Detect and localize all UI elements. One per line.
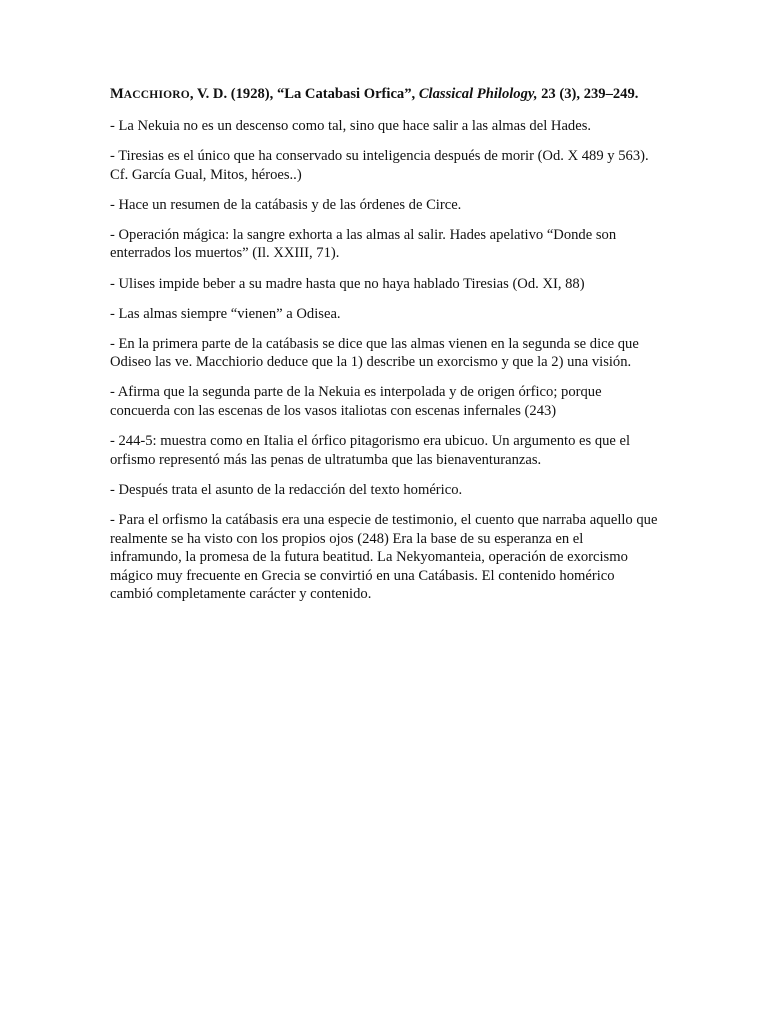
note-paragraph — [110, 432, 658, 469]
note-text: - Afirma que la segunda parte de la Nekuia es interpolada y de origen órfico; porque concuerda con las escenas de los vasos italiotas con escenas infernales (243) — [110, 384, 602, 420]
bibliographic-citation — [110, 84, 658, 105]
note-paragraph — [110, 383, 658, 420]
note-text: - Las almas siempre “vienen” a Odisea. — [110, 305, 341, 322]
note-text: - Operación mágica: la sangre exhorta a las almas al salir. Hades apelativo “Donde son enterrados los muertos” (Il. XXIII, 71). — [110, 226, 617, 262]
note-text: - 244-5: muestra como en Italia el órfico pitagorismo era ubicuo. Un argumento es que el orfismo representó más las penas de ultratumba que las bienaventuranzas. — [110, 433, 631, 468]
note-paragraph — [110, 117, 658, 136]
note-text: - En la primera parte de la catábasis se dice que las almas vienen en la segunda se dice que Odiseo las ve. Macchiorio deduce que la 1) describe un exorcismo y que la 2) una visión. — [110, 335, 639, 371]
note-text: - Hace un resumen de la catábasis y de las órdenes de Circe. — [110, 196, 462, 213]
note-text: - Después trata el asunto de la redacción del texto homérico. — [110, 481, 463, 498]
author-initial: M — [110, 86, 124, 102]
citation-title: , V. D. (1928), “La Catabasi Orfica”, — [189, 86, 419, 102]
note-paragraph — [110, 511, 658, 604]
note-paragraph — [110, 305, 658, 324]
note-text: - Tiresias es el único que ha conservado su inteligencia después de morir (Od. X 489 y 563). Cf. García Gual, Mitos, héroes..) — [110, 148, 649, 183]
note-paragraph — [110, 481, 658, 500]
note-text: - La Nekuia no es un descenso como tal, sino que hace salir a las almas del Hades. — [110, 118, 592, 134]
author-small-caps: ACCHIORO — [123, 89, 190, 101]
note-text: - Para el orfismo la catábasis era una especie de testimonio, el cuento que narraba aquello que realmente se ha visto con los propios ojos (248) Era la base de su esperanza en el inframundo, la promesa de la futura beatitud. La Nekyomanteia, operación de exorcismo mágico muy frecuente en Grecia se convirtió en una Catábasis. El contenido homérico cambió completamente carácter y contenido. — [110, 511, 658, 603]
note-paragraph — [110, 226, 658, 263]
note-paragraph — [110, 147, 658, 184]
note-paragraph — [110, 196, 658, 215]
note-paragraph — [110, 275, 658, 294]
note-text: - Ulises impide beber a su madre hasta que no haya hablado Tiresias (Od. XI, 88) — [110, 275, 585, 292]
note-paragraph — [110, 335, 658, 372]
citation-pages: 23 (3), 239–249. — [537, 86, 639, 102]
journal-name: Classical Philology, — [418, 86, 538, 102]
